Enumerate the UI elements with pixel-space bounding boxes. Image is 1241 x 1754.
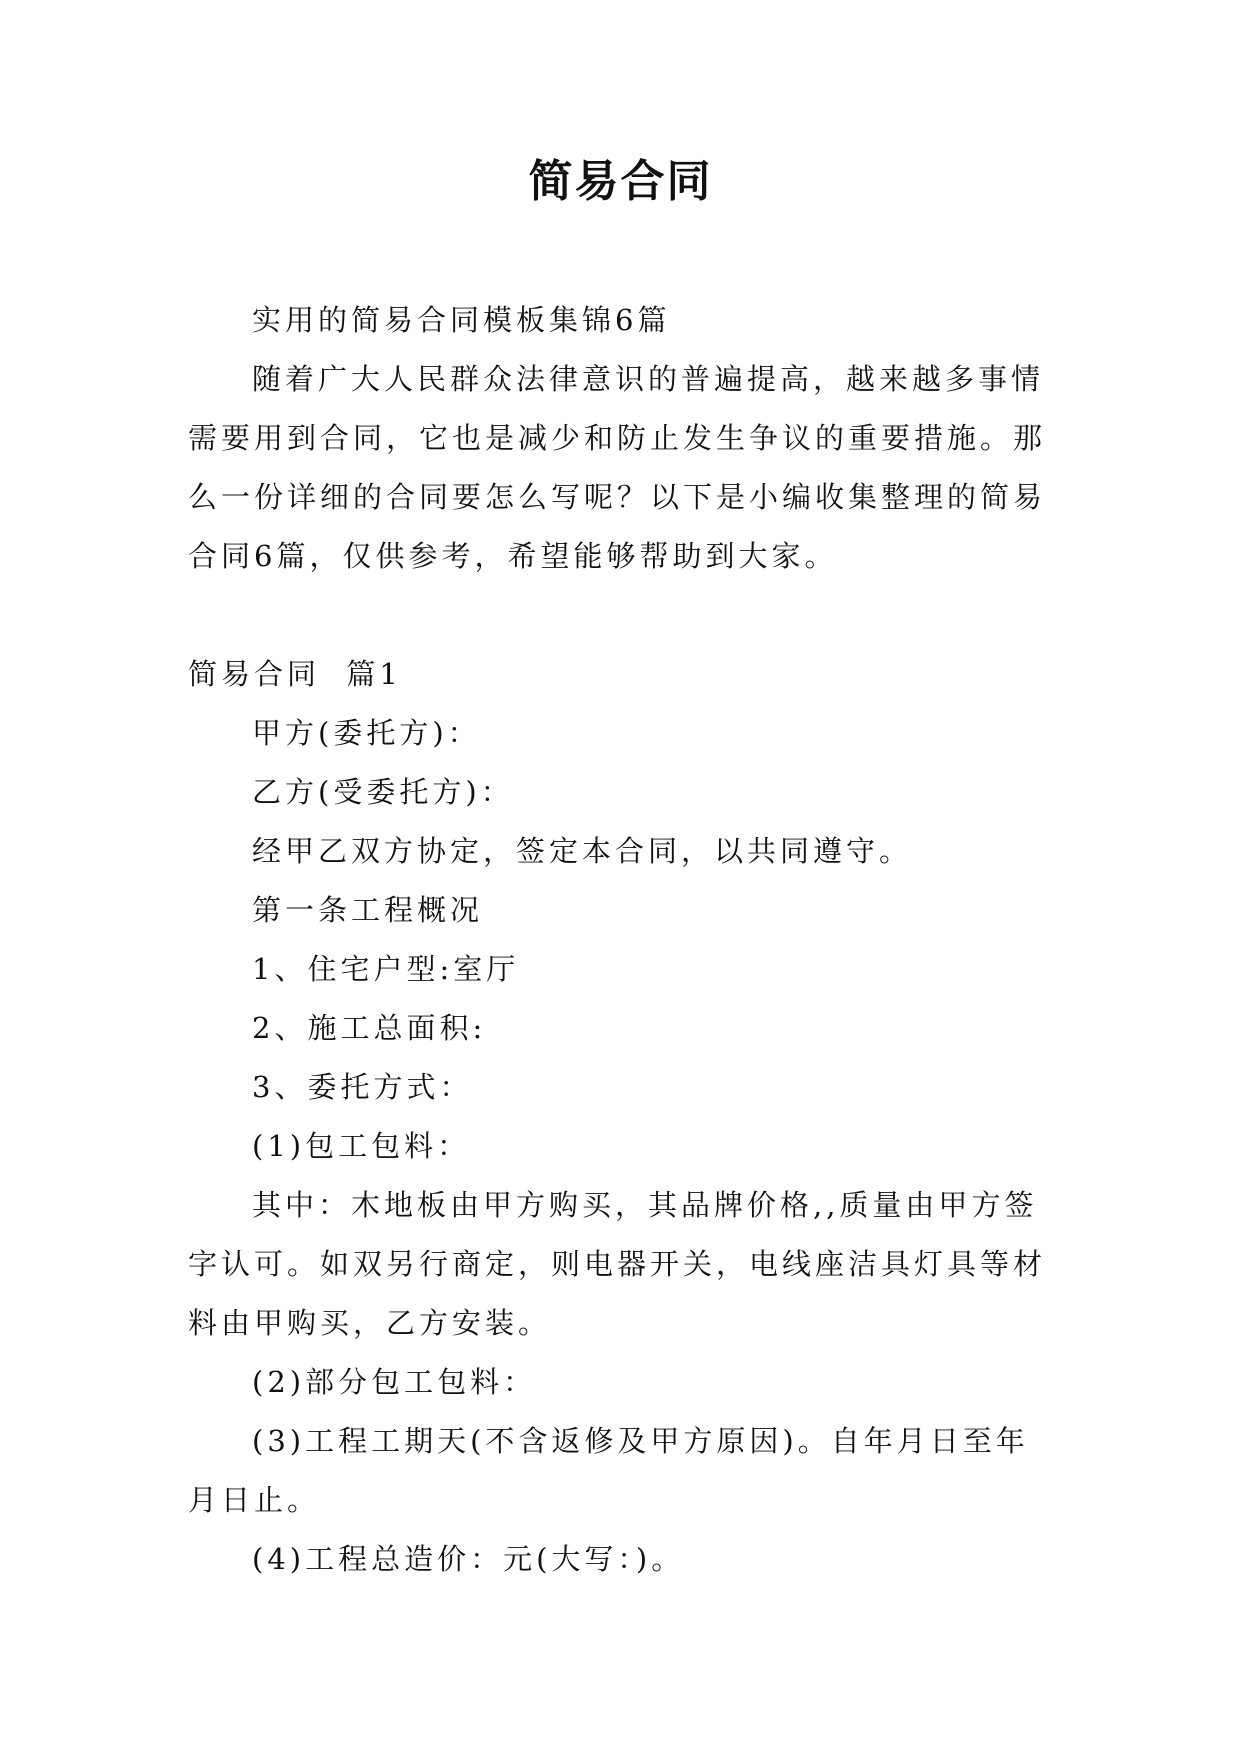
clause-total-area: 2、施工总面积: bbox=[252, 1011, 487, 1045]
clause-partial-labor: (2)部分包工包料： bbox=[252, 1365, 537, 1399]
subtitle-paragraph: 实用的简易合同模板集锦6篇 bbox=[252, 303, 671, 337]
clause-materials-detail: 其中：木地板由甲方购买，其品牌价格,,质量由甲方签字认可。如双另行商定，则电器开关，电线座洁具灯具等材料由甲购买，乙方安装。 bbox=[188, 1188, 1047, 1340]
document-body bbox=[188, 291, 1054, 1589]
clause-house-type: 1、住宅户型:室厅 bbox=[252, 952, 520, 986]
party-a-line: 甲方(委托方)： bbox=[252, 716, 481, 750]
agreement-statement: 经甲乙双方协定，签定本合同，以共同遵守。 bbox=[252, 834, 913, 868]
intro-paragraph: 随着广大人民群众法律意识的普遍提高，越来越多事情需要用到合同，它也是减少和防止发生争议的重要措施。那么一份详细的合同要怎么写呢？以下是小编收集整理的简易合同6篇，仅供参考，希望能够帮助到大家。 bbox=[188, 362, 1047, 573]
party-b-line: 乙方(受委托方)： bbox=[252, 775, 514, 809]
article-one-heading: 第一条工程概况 bbox=[252, 893, 484, 927]
clause-commission-method: 3、委托方式： bbox=[252, 1070, 473, 1104]
clause-labor-and-materials: (1)包工包料： bbox=[252, 1129, 471, 1163]
document-title: 简易合同 bbox=[528, 156, 713, 207]
clause-total-cost: (4)工程总造价：元(大写：)。 bbox=[252, 1542, 685, 1576]
section-heading: 简易合同 篇1 bbox=[188, 657, 402, 691]
clause-construction-period: (3)工程工期天(不含返修及甲方原因)。自年月日至年月日止。 bbox=[188, 1424, 1029, 1517]
